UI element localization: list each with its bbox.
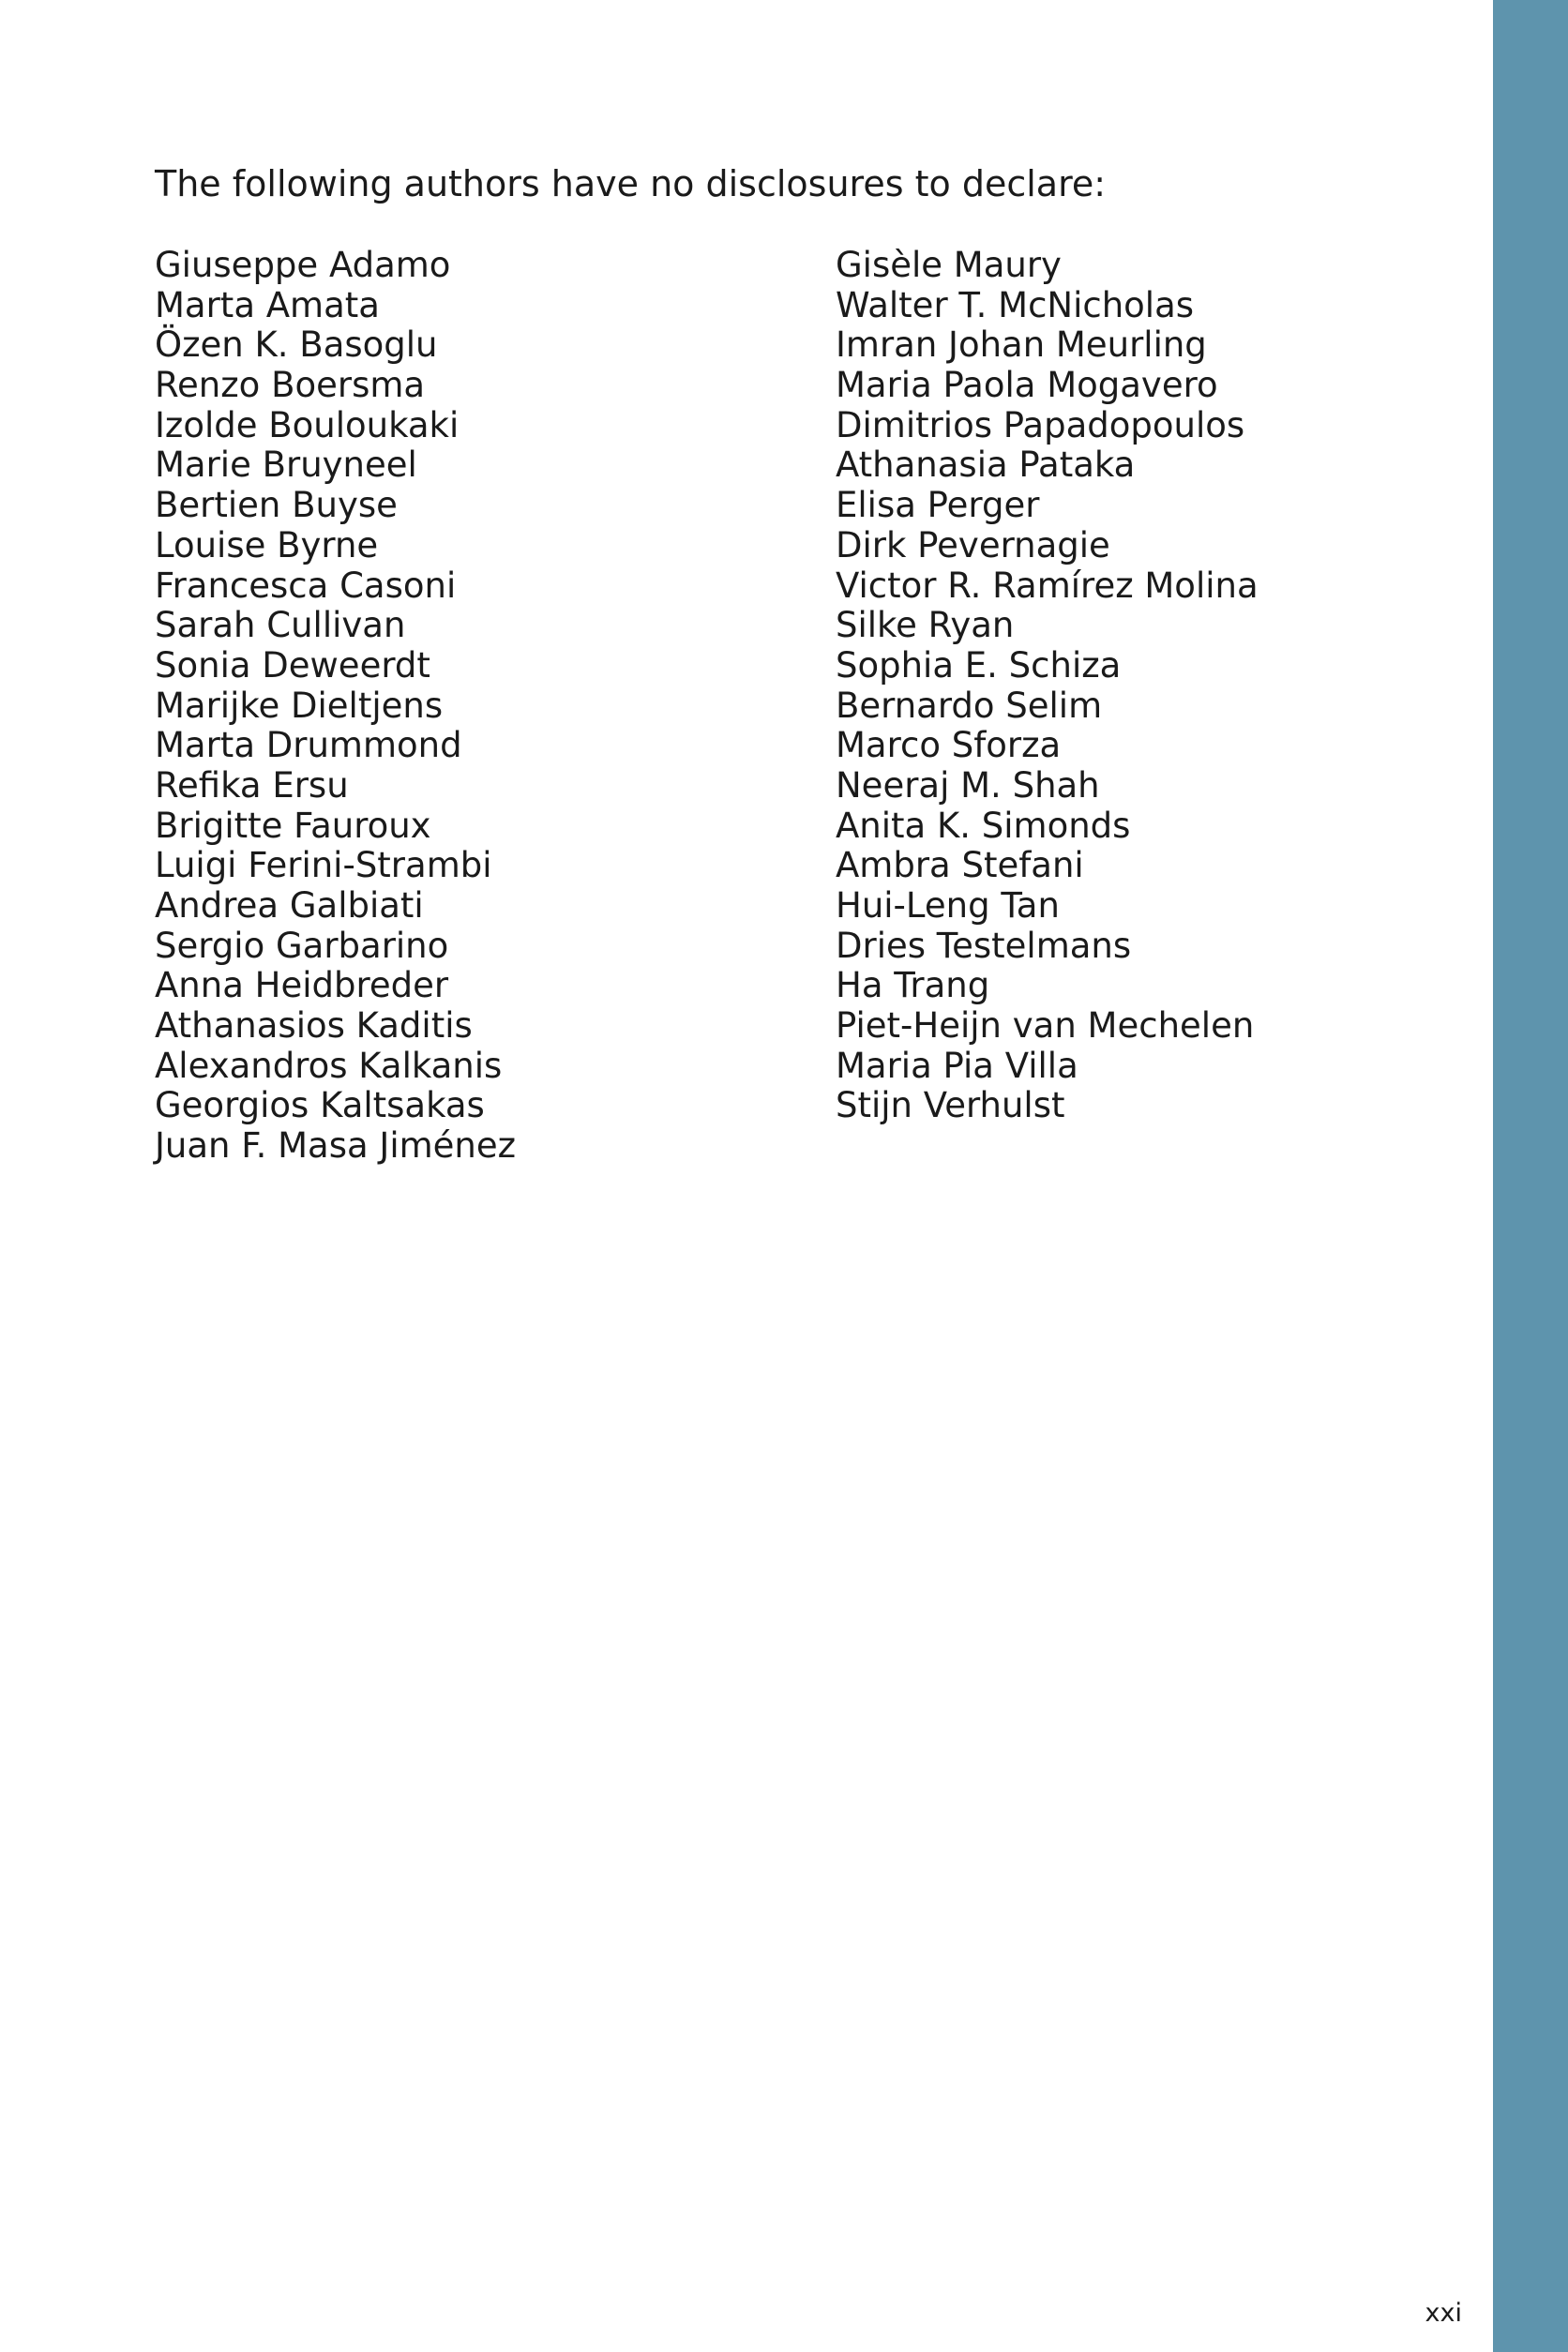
author-name: Brigitte Fauroux <box>155 805 431 846</box>
author-name: Özen K. Basoglu <box>155 324 438 366</box>
author-name: Georgios Kaltsakas <box>155 1085 485 1126</box>
author-name: Marijke Dieltjens <box>155 685 444 726</box>
author-name: Sophia E. Schiza <box>836 644 1122 686</box>
author-name: Ha Trang <box>836 965 990 1006</box>
author-name: Marta Drummond <box>155 725 462 766</box>
author-name: Juan F. Masa Jiménez <box>155 1125 517 1167</box>
intro-text: The following authors have no disclosures to declare: <box>155 163 1107 204</box>
author-name: Andrea Galbiati <box>155 885 424 926</box>
author-name: Izolde Bouloukaki <box>155 404 460 445</box>
author-name: Bernardo Selim <box>836 685 1103 726</box>
page-number: xxi <box>1425 2299 1462 2328</box>
author-list-left <box>155 246 516 1167</box>
author-name: Marie Bruyneel <box>155 445 417 486</box>
author-name: Marta Amata <box>155 284 380 325</box>
author-name: Luigi Ferini-Strambi <box>155 845 492 886</box>
author-name: Giuseppe Adamo <box>155 245 451 285</box>
author-name: Maria Paola Mogavero <box>836 365 1218 406</box>
author-name: Anna Heidbreder <box>155 965 449 1006</box>
author-name: Dirk Pevernagie <box>836 524 1110 565</box>
author-name: Athanasios Kaditis <box>155 1005 473 1047</box>
author-name: Refika Ersu <box>155 764 349 806</box>
author-name: Anita K. Simonds <box>836 805 1131 846</box>
author-name: Gisèle Maury <box>836 245 1062 285</box>
author-name: Alexandros Kalkanis <box>155 1045 503 1086</box>
author-name: Silke Ryan <box>836 605 1015 646</box>
author-name: Victor R. Ramírez Molina <box>836 565 1259 606</box>
author-name: Elisa Perger <box>836 485 1040 526</box>
author-list-right <box>836 246 1259 1126</box>
author-name: Imran Johan Meurling <box>836 324 1207 366</box>
author-name: Ambra Stefani <box>836 845 1084 886</box>
author-name: Renzo Boersma <box>155 365 426 406</box>
side-color-band <box>1493 0 1568 2352</box>
author-name: Piet-Heijn van Mechelen <box>836 1005 1255 1047</box>
author-name: Francesca Casoni <box>155 565 457 606</box>
author-name: Dimitrios Papadopoulos <box>836 404 1245 445</box>
author-name: Stijn Verhulst <box>836 1085 1065 1126</box>
author-name: Bertien Buyse <box>155 485 398 526</box>
author-name: Hui-Leng Tan <box>836 885 1060 926</box>
author-name: Neeraj M. Shah <box>836 764 1100 806</box>
author-name: Sarah Cullivan <box>155 605 406 646</box>
author-name: Sonia Deweerdt <box>155 644 430 686</box>
author-name: Dries Testelmans <box>836 925 1132 966</box>
author-name: Maria Pia Villa <box>836 1045 1078 1086</box>
author-name: Walter T. McNicholas <box>836 284 1195 325</box>
author-name: Athanasia Pataka <box>836 445 1136 486</box>
author-name: Louise Byrne <box>155 524 379 565</box>
author-name: Marco Sforza <box>836 725 1062 766</box>
author-name: Sergio Garbarino <box>155 925 449 966</box>
